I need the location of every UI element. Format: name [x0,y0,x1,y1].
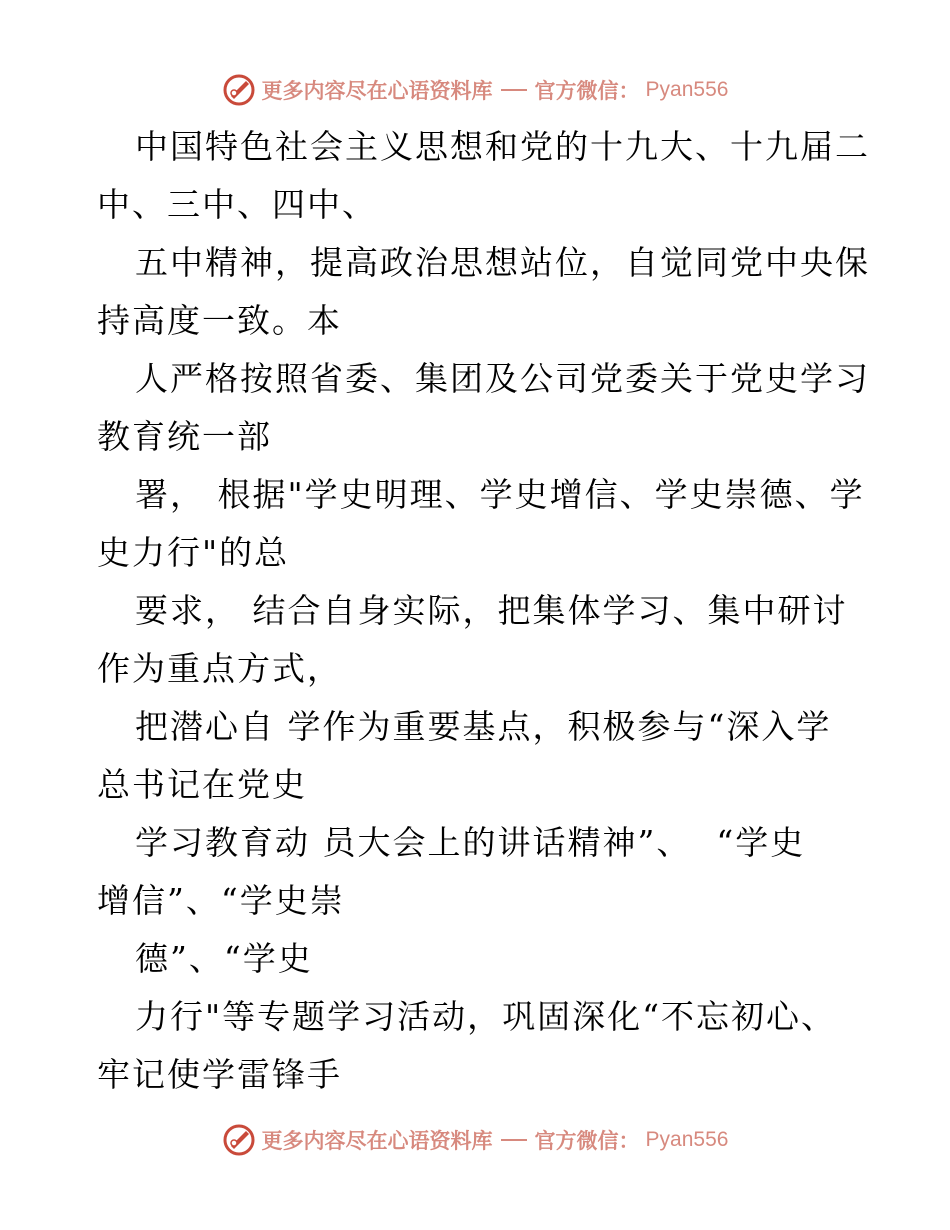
text-line: 力行"等专题学习活动，巩固深化“不忘初心、 [135,997,837,1036]
text-line: 总书记在党史 [97,765,307,804]
watermark-official-label: 官方微信： [534,1128,640,1153]
text-line: 要求， 结合自身实际，把集体学习、集中研讨 [135,591,848,630]
text-line: 德”、“学史 [135,939,313,978]
footer-watermark [0,1120,950,1160]
text-line: 牢记使学雷锋手 [97,1055,342,1094]
brand-logo-icon [222,1123,256,1157]
watermark-separator [501,89,527,91]
text-line: 史力行"的总 [97,533,290,572]
text-line: 学习教育动 员大会上的讲话精神”、 “学史 [135,823,806,862]
text-line: 人严格按照省委、集团及公司党委关于党史学习 [135,359,870,398]
watermark-text: 更多内容尽在心语资料库 [261,78,493,103]
text-line: 署， 根据"学史明理、学史增信、学史崇德、学 [135,475,865,514]
watermark-text: 更多内容尽在心语资料库 [261,1128,493,1153]
text-line: 持高度一致。本 [97,301,342,340]
text-line: 中、三中、四中、 [97,185,377,224]
text-line: 增信”、“学史崇 [97,881,345,920]
watermark-wechat-id: Pyan556 [645,78,729,101]
text-line: 把潜心自 学作为重要基点，积极参与“深入学 [135,707,832,746]
brand-logo-icon [222,73,256,107]
header-watermark [0,70,950,110]
text-line: 作为重点方式， [97,649,342,688]
text-line: 教育统一部 [97,417,272,456]
document-body [97,118,870,1104]
watermark-wechat-id: Pyan556 [645,1128,729,1151]
text-line: 五中精神，提高政治思想站位，自觉同党中央保 [135,243,870,282]
watermark-separator [501,1139,527,1141]
text-line: 中国特色社会主义思想和党的十九大、十九届二 [135,127,870,166]
watermark-official-label: 官方微信： [534,78,640,103]
